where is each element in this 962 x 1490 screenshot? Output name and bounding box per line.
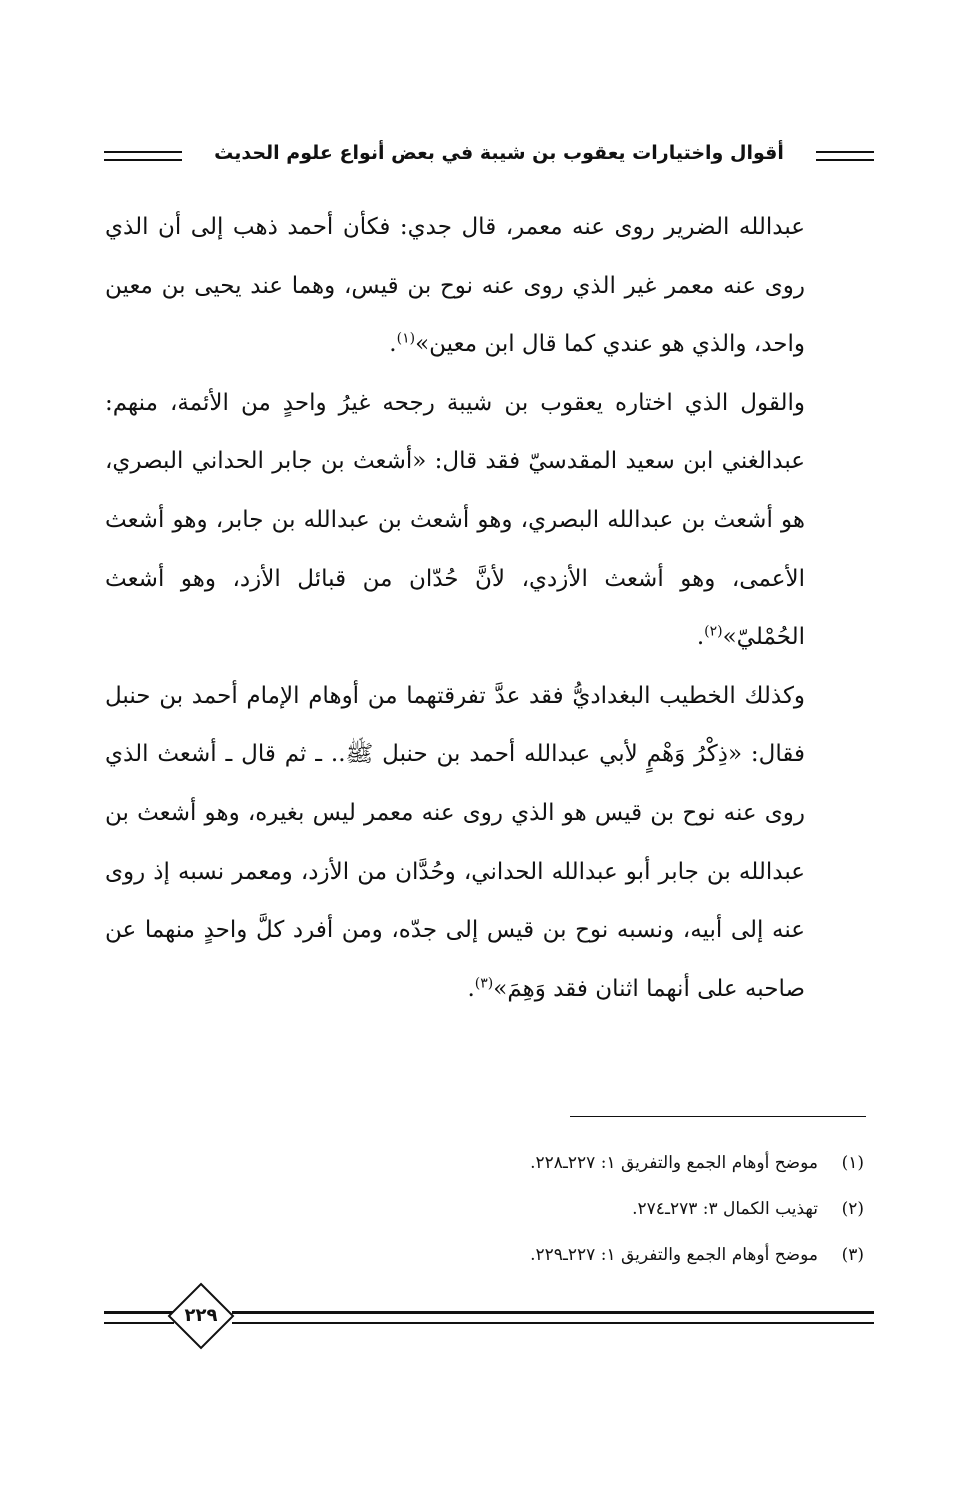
paragraph-3 bbox=[105, 667, 805, 1019]
paragraph-1-text: عبدالله الضرير روى عنه معمر، قال جدي: فكأن أحمد ذهب إلى أن الذي روى عنه معمر غير الذي روى عنه نوح بن قيس، وهما عند يحيى بن معين واحد، والذي هو عندي كما قال ابن معين» bbox=[105, 214, 805, 358]
paragraph-2-end: . bbox=[696, 624, 705, 651]
footnote-3-text: موضح أوهام الجمع والتفريق ١: ٢٢٧ـ٢٢٩. bbox=[530, 1245, 818, 1265]
footnote-ref-2: (٢) bbox=[704, 623, 723, 640]
paragraph-3-end: . bbox=[467, 975, 475, 1002]
footer-rule-left bbox=[104, 1311, 174, 1324]
footer-rule-right bbox=[232, 1311, 874, 1324]
footnote-ref-3: (٣) bbox=[474, 975, 494, 992]
paragraph-1 bbox=[105, 198, 805, 374]
body-text bbox=[105, 198, 805, 1018]
running-header-title: أقوال واختيارات يعقوب بن شيبة في بعض أنواع علوم الحديث bbox=[214, 142, 784, 164]
paragraph-2-text: والقول الذي اختاره يعقوب بن شيبة رجحه غيرُ واحدٍ من الأئمة، منهم: عبدالغني ابن سعيد المقدسيّ فقد قال: «أشعث بن جابر الحداني البصري، هو أشعث بن عبدالله البصري، وهو أشعث بن عبدالله بن جابر، وهو أشعث الأعمى، وهو أشعث الأزدي، لأنَّ حُدّان من قبائل الأزد، وهو أشعث الحُمْليّ» bbox=[105, 389, 805, 651]
footnote-3-number: (٣) bbox=[841, 1245, 864, 1265]
footnote-2-number: (٢) bbox=[841, 1199, 864, 1219]
running-header bbox=[104, 136, 874, 172]
footnote-1-text: موضح أوهام الجمع والتفريق ١: ٢٢٧ـ٢٢٨. bbox=[530, 1153, 818, 1173]
footnote-1-number: (١) bbox=[841, 1153, 864, 1173]
footnote-3 bbox=[304, 1232, 864, 1278]
paragraph-3-text: وكذلك الخطيب البغداديُّ فقد عدَّ تفرقتهما من أوهام الإمام أحمد بن حنبل فقال: «ذِكْرُ وَهْمٍ لأبي عبدالله أحمد بن حنبل ﷺ.. ـ ثم قال ـ أشعث الذي روى عنه نوح بن قيس هو الذي روى عنه معمر ليس بغيره، وهو أشعث بن عبدالله بن جابر أبو عبدالله الحداني، وحُدَّان من الأزد، ومعمر نسبه إذ روى عنه إلى أبيه، ونسبه نوح بن قيس إلى جدّه، ومن أفرد كلَّ واحدٍ منهما عن صاحبه على أنهما اثنان فقد وَهِمَ» bbox=[105, 682, 805, 1002]
footnotes bbox=[304, 1140, 864, 1278]
header-rule-right bbox=[816, 151, 874, 161]
footnote-2 bbox=[304, 1186, 864, 1232]
footnote-1 bbox=[304, 1140, 864, 1186]
header-rule-left bbox=[104, 151, 182, 161]
page-number-ornament bbox=[167, 1282, 235, 1350]
footnote-2-text: تهذيب الكمال ٣: ٢٧٣ـ٢٧٤. bbox=[632, 1199, 818, 1219]
footnote-ref-1: (١) bbox=[396, 330, 416, 347]
footnote-separator bbox=[570, 1116, 866, 1117]
page-number: ٢٢٩ bbox=[184, 1305, 218, 1326]
paragraph-2 bbox=[105, 374, 805, 667]
paragraph-1-end: . bbox=[389, 331, 397, 358]
